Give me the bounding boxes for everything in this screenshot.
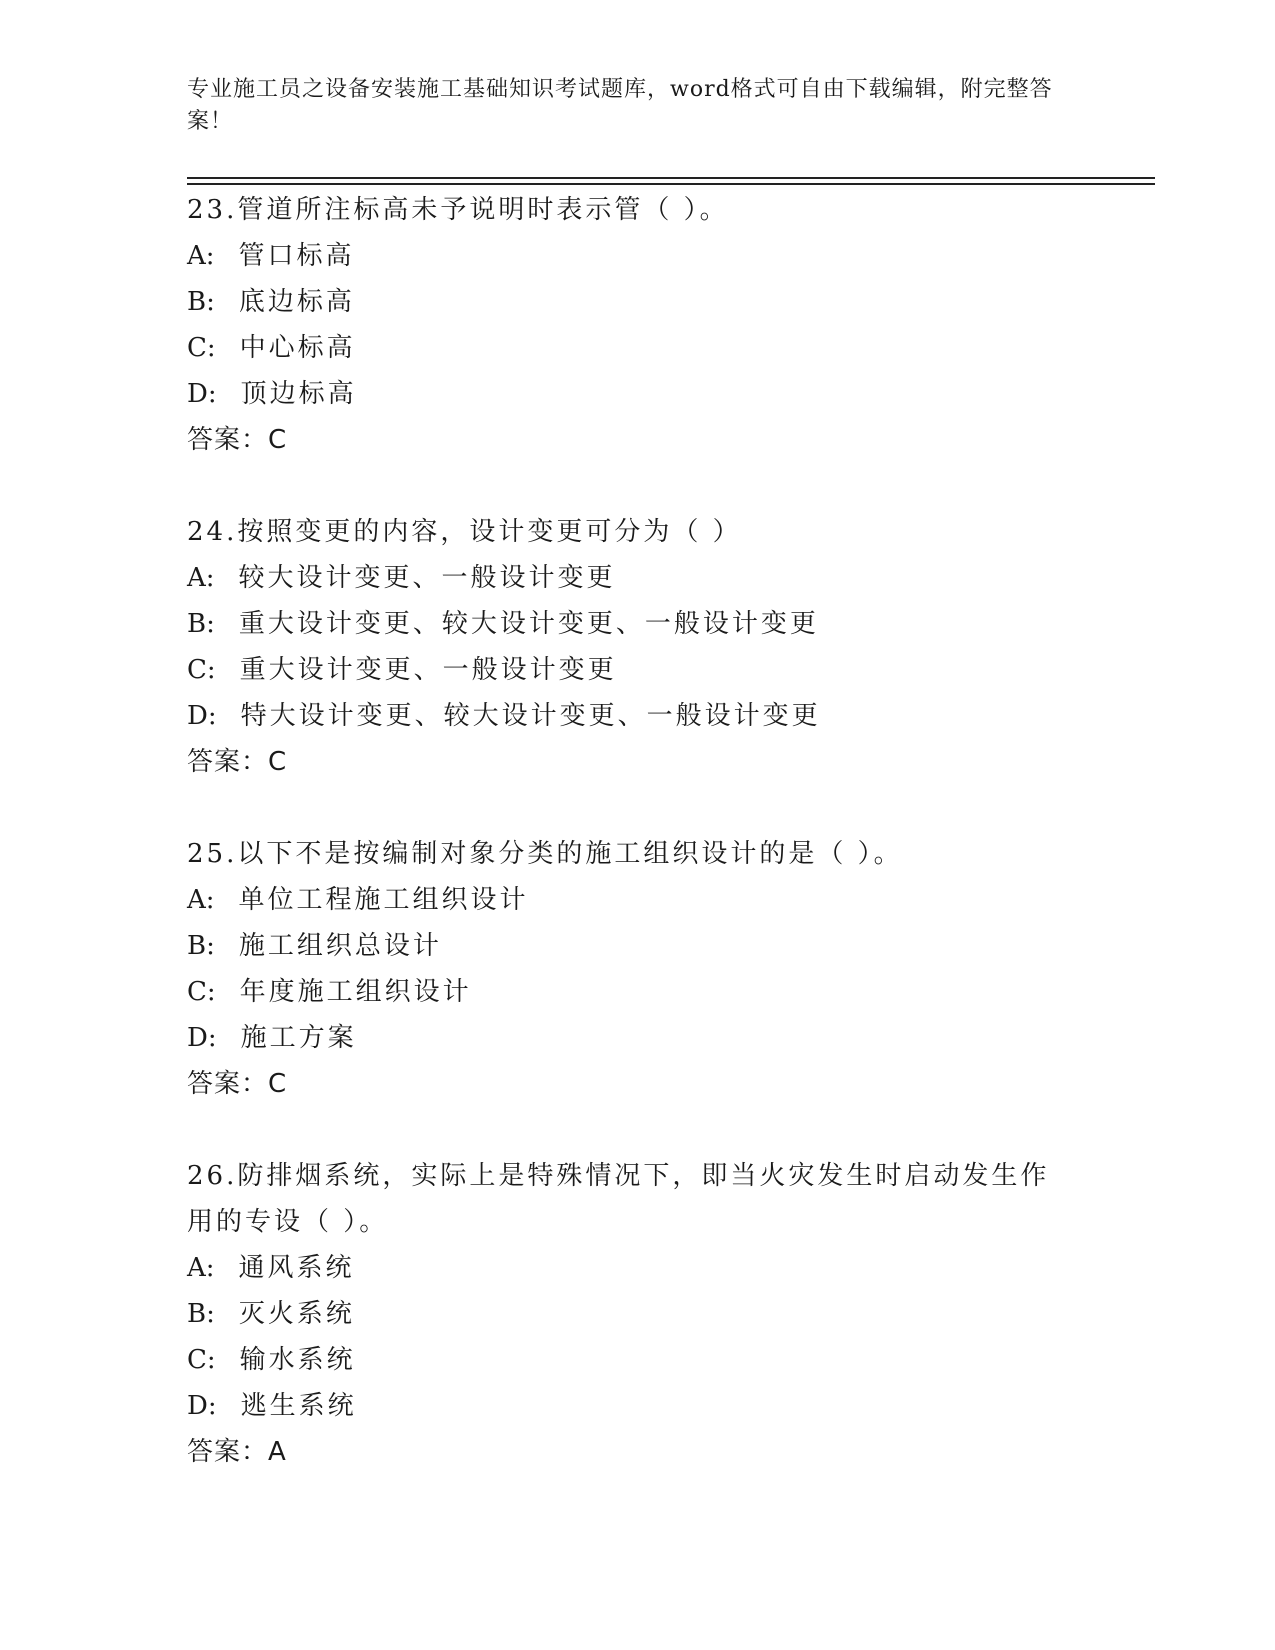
option-key: D: [187,1391,217,1421]
option-text: 输水系统 [239,1345,356,1375]
question-text: 按照变更的内容，设计变更可分为（ ） [237,517,742,547]
option-key: C: [187,1345,216,1375]
option-key: C: [187,333,216,363]
header-divider-top [187,177,1155,179]
option-text: 顶边标高 [240,379,357,409]
option-b [187,923,1087,969]
option-text: 底边标高 [238,287,355,317]
answer-line: 答案：C [187,425,288,455]
question-text: 以下不是按编制对象分类的施工组织设计的是（ ）。 [237,839,903,869]
option-b [187,601,1087,647]
answer-line: 答案：C [187,747,288,777]
header-divider-bottom [187,183,1155,185]
question-text: 管道所注标高未予说明时表示管（ ）。 [237,195,729,225]
option-key: C: [187,655,216,685]
option-text: 重大设计变更、一般设计变更 [239,655,617,685]
question-stem [187,187,1067,233]
option-key: A: [187,241,215,271]
option-a [187,555,1087,601]
option-key: D: [187,379,217,409]
option-a [187,1245,1087,1291]
option-text: 年度施工组织设计 [239,977,472,1007]
question-23 [187,187,1087,463]
option-key: B: [187,1299,215,1329]
option-d [187,371,1087,417]
option-key: B: [187,609,215,639]
option-key: A: [187,1253,215,1283]
question-number: 23. [187,195,238,225]
option-d [187,693,1087,739]
option-text: 特大设计变更、较大设计变更、一般设计变更 [240,701,821,731]
question-list [187,187,1087,1521]
option-text: 管口标高 [238,241,355,271]
option-text: 中心标高 [239,333,356,363]
option-a [187,233,1087,279]
question-stem [187,1153,1067,1245]
question-number: 24. [187,517,238,547]
option-c [187,1337,1087,1383]
option-text: 施工方案 [240,1023,357,1053]
option-key: C: [187,977,216,1007]
option-key: B: [187,931,215,961]
answer-line: 答案：A [187,1437,287,1467]
option-text: 通风系统 [238,1253,355,1283]
question-text: 防排烟系统，实际上是特殊情况下，即当火灾发生时启动发生作用的专设（ ）。 [187,1161,1050,1237]
question-25 [187,831,1087,1107]
option-text: 逃生系统 [240,1391,357,1421]
option-b [187,279,1087,325]
option-text: 施工组织总设计 [238,931,442,961]
option-key: D: [187,1023,217,1053]
question-stem [187,509,1067,555]
option-text: 灭火系统 [238,1299,355,1329]
option-c [187,969,1087,1015]
option-a [187,877,1087,923]
option-key: B: [187,287,215,317]
question-number: 25. [187,839,238,869]
option-key: A: [187,563,215,593]
option-d [187,1015,1087,1061]
question-stem [187,831,1067,877]
option-key: A: [187,885,215,915]
option-text: 单位工程施工组织设计 [238,885,529,915]
question-number: 26. [187,1161,238,1191]
option-text: 较大设计变更、一般设计变更 [238,563,616,593]
option-c [187,647,1087,693]
option-key: D: [187,701,217,731]
option-text: 重大设计变更、较大设计变更、一般设计变更 [238,609,819,639]
question-26 [187,1153,1087,1475]
option-c [187,325,1087,371]
question-24 [187,509,1087,785]
document-header: 专业施工员之设备安装施工基础知识考试题库，word格式可自由下载编辑，附完整答案！ [187,77,1053,134]
option-b [187,1291,1087,1337]
answer-line: 答案：C [187,1069,288,1099]
option-d [187,1383,1087,1429]
